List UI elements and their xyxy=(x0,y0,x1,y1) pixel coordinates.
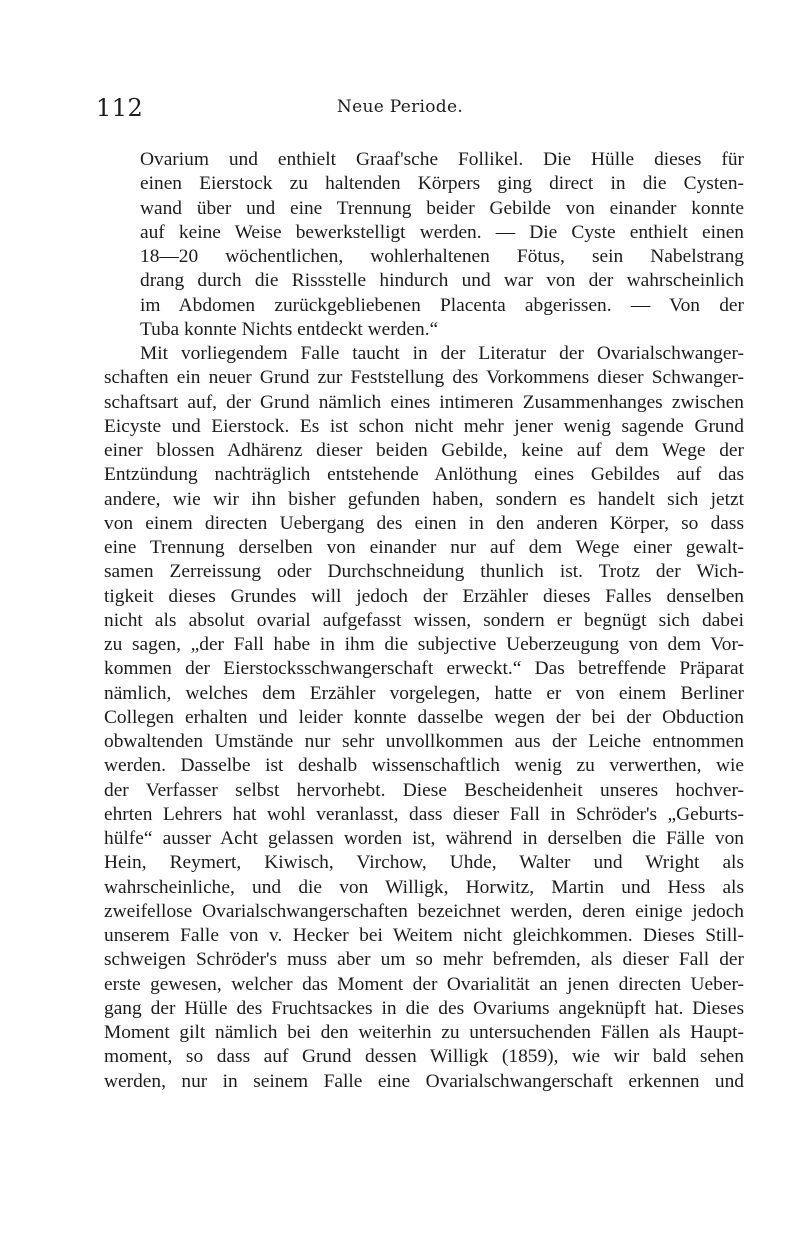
text-line: werden. Dasselbe ist deshalb wissenschaftlich wenig zu verwerthen, wie xyxy=(104,755,744,777)
quote-paragraph xyxy=(104,148,744,342)
text-line: 18—20 wöchentlichen, wohlerhaltenen Fötus, sein Nabelstrang xyxy=(140,246,744,267)
text-line: Hein, Reymert, Kiwisch, Virchow, Uhde, Walter und Wright als xyxy=(104,852,744,874)
text-line: unserem Falle von v. Hecker bei Weitem nicht gleichkommen. Dieses Still- xyxy=(104,925,744,946)
text-line: hülfe“ ausser Acht gelassen worden ist, während in derselben die Fälle von xyxy=(104,828,744,849)
text-line: samen Zerreissung oder Durchschneidung thunlich ist. Trotz der Wich- xyxy=(104,561,744,583)
text-line: gang der Hülle des Fruchtsackes in die des Ovariums angeknüpft hat. Dieses xyxy=(104,997,744,1019)
text-line: Collegen erhalten und leider konnte dasselbe wegen der bei der Obduction xyxy=(104,706,744,728)
text-line: der Verfasser selbst hervorhebt. Diese Bescheidenheit unseres hochver- xyxy=(104,779,744,801)
text-line: wahrscheinliche, und die von Willigk, Horwitz, Martin und Hess als xyxy=(104,876,744,898)
text-line: schweigen Schröder's muss aber um so mehr befremden, als dieser Fall der xyxy=(104,949,744,971)
text-line: nämlich, welches dem Erzähler vorgelegen, hatte er von einem Berliner xyxy=(104,682,744,704)
body-text xyxy=(104,148,744,1094)
text-line: Tuba konnte Nichts entdeckt werden.“ xyxy=(140,318,439,340)
text-line: obwaltenden Umstände nur sehr unvollkommen aus der Leiche entnommen xyxy=(104,731,744,752)
text-line: andere, wie wir ihn bisher gefunden haben, sondern es handelt sich jetzt xyxy=(104,488,744,510)
text-line: im Abdomen zurückgebliebenen Placenta abgerissen. — Von der xyxy=(140,294,744,316)
text-line: nicht als absolut ovarial aufgefasst wissen, sondern er begnügt sich dabei xyxy=(104,609,744,631)
text-line: von einem directen Uebergang des einen in den anderen Körper, so dass xyxy=(104,512,744,534)
text-line: schaften ein neuer Grund zur Feststellung des Vorkommens dieser Schwanger- xyxy=(104,367,744,389)
page-number: 112 xyxy=(96,94,144,122)
text-line: eine Trennung derselben von einander nur auf dem Wege einer gewalt- xyxy=(104,537,744,558)
text-line: schaftsart auf, der Grund nämlich eines intimeren Zusammenhanges zwischen xyxy=(104,391,744,413)
text-line: werden, nur in seinem Falle eine Ovarialschwangerschaft erkennen und xyxy=(104,1070,744,1092)
text-line: einen Eierstock zu haltenden Körpers ging direct in die Cysten- xyxy=(140,173,744,195)
text-line: Mit vorliegendem Falle taucht in der Literatur der Ovarialschwanger- xyxy=(140,343,744,364)
text-line: zu sagen, „der Fall habe in ihm die subjective Ueberzeugung von dem Vor- xyxy=(104,634,744,655)
main-paragraph xyxy=(104,342,744,1094)
text-line: erste gewesen, welcher das Moment der Ovarialität an jenen directen Ueber- xyxy=(104,973,744,995)
text-line: moment, so dass auf Grund dessen Willigk (1859), wie wir bald sehen xyxy=(104,1046,744,1068)
text-line: Ovarium und enthielt Graaf'sche Follikel. Die Hülle dieses für xyxy=(140,149,744,170)
text-line: Moment gilt nämlich bei den weiterhin zu untersuchenden Fällen als Haupt- xyxy=(104,1022,744,1043)
running-head: Neue Periode. xyxy=(336,97,464,117)
text-line: kommen der Eierstocksschwangerschaft erweckt.“ Das betreffende Präparat xyxy=(104,658,744,680)
text-line: einer blossen Adhärenz dieser beiden Gebilde, keine auf dem Wege der xyxy=(104,440,744,461)
text-line: wand über und eine Trennung beider Gebilde von einander konnte xyxy=(140,197,744,219)
text-line: Entzündung nachträglich entstehende Anlöthung eines Gebildes auf das xyxy=(104,464,744,486)
text-line: drang durch die Rissstelle hindurch und war von der wahrscheinlich xyxy=(140,270,744,292)
text-line: zweifellose Ovarialschwangerschaften bezeichnet werden, deren einige jedoch xyxy=(104,900,744,922)
text-line: tigkeit dieses Grundes will jedoch der Erzähler dieses Falles denselben xyxy=(104,585,744,607)
text-line: Eicyste und Eierstock. Es ist schon nicht mehr jener wenig sagende Grund xyxy=(104,415,744,437)
text-line: auf keine Weise bewerkstelligt werden. — Die Cyste enthielt einen xyxy=(140,221,744,243)
text-line: ehrten Lehrers hat wohl veranlasst, dass dieser Fall in Schröder's „Geburts- xyxy=(104,803,744,825)
